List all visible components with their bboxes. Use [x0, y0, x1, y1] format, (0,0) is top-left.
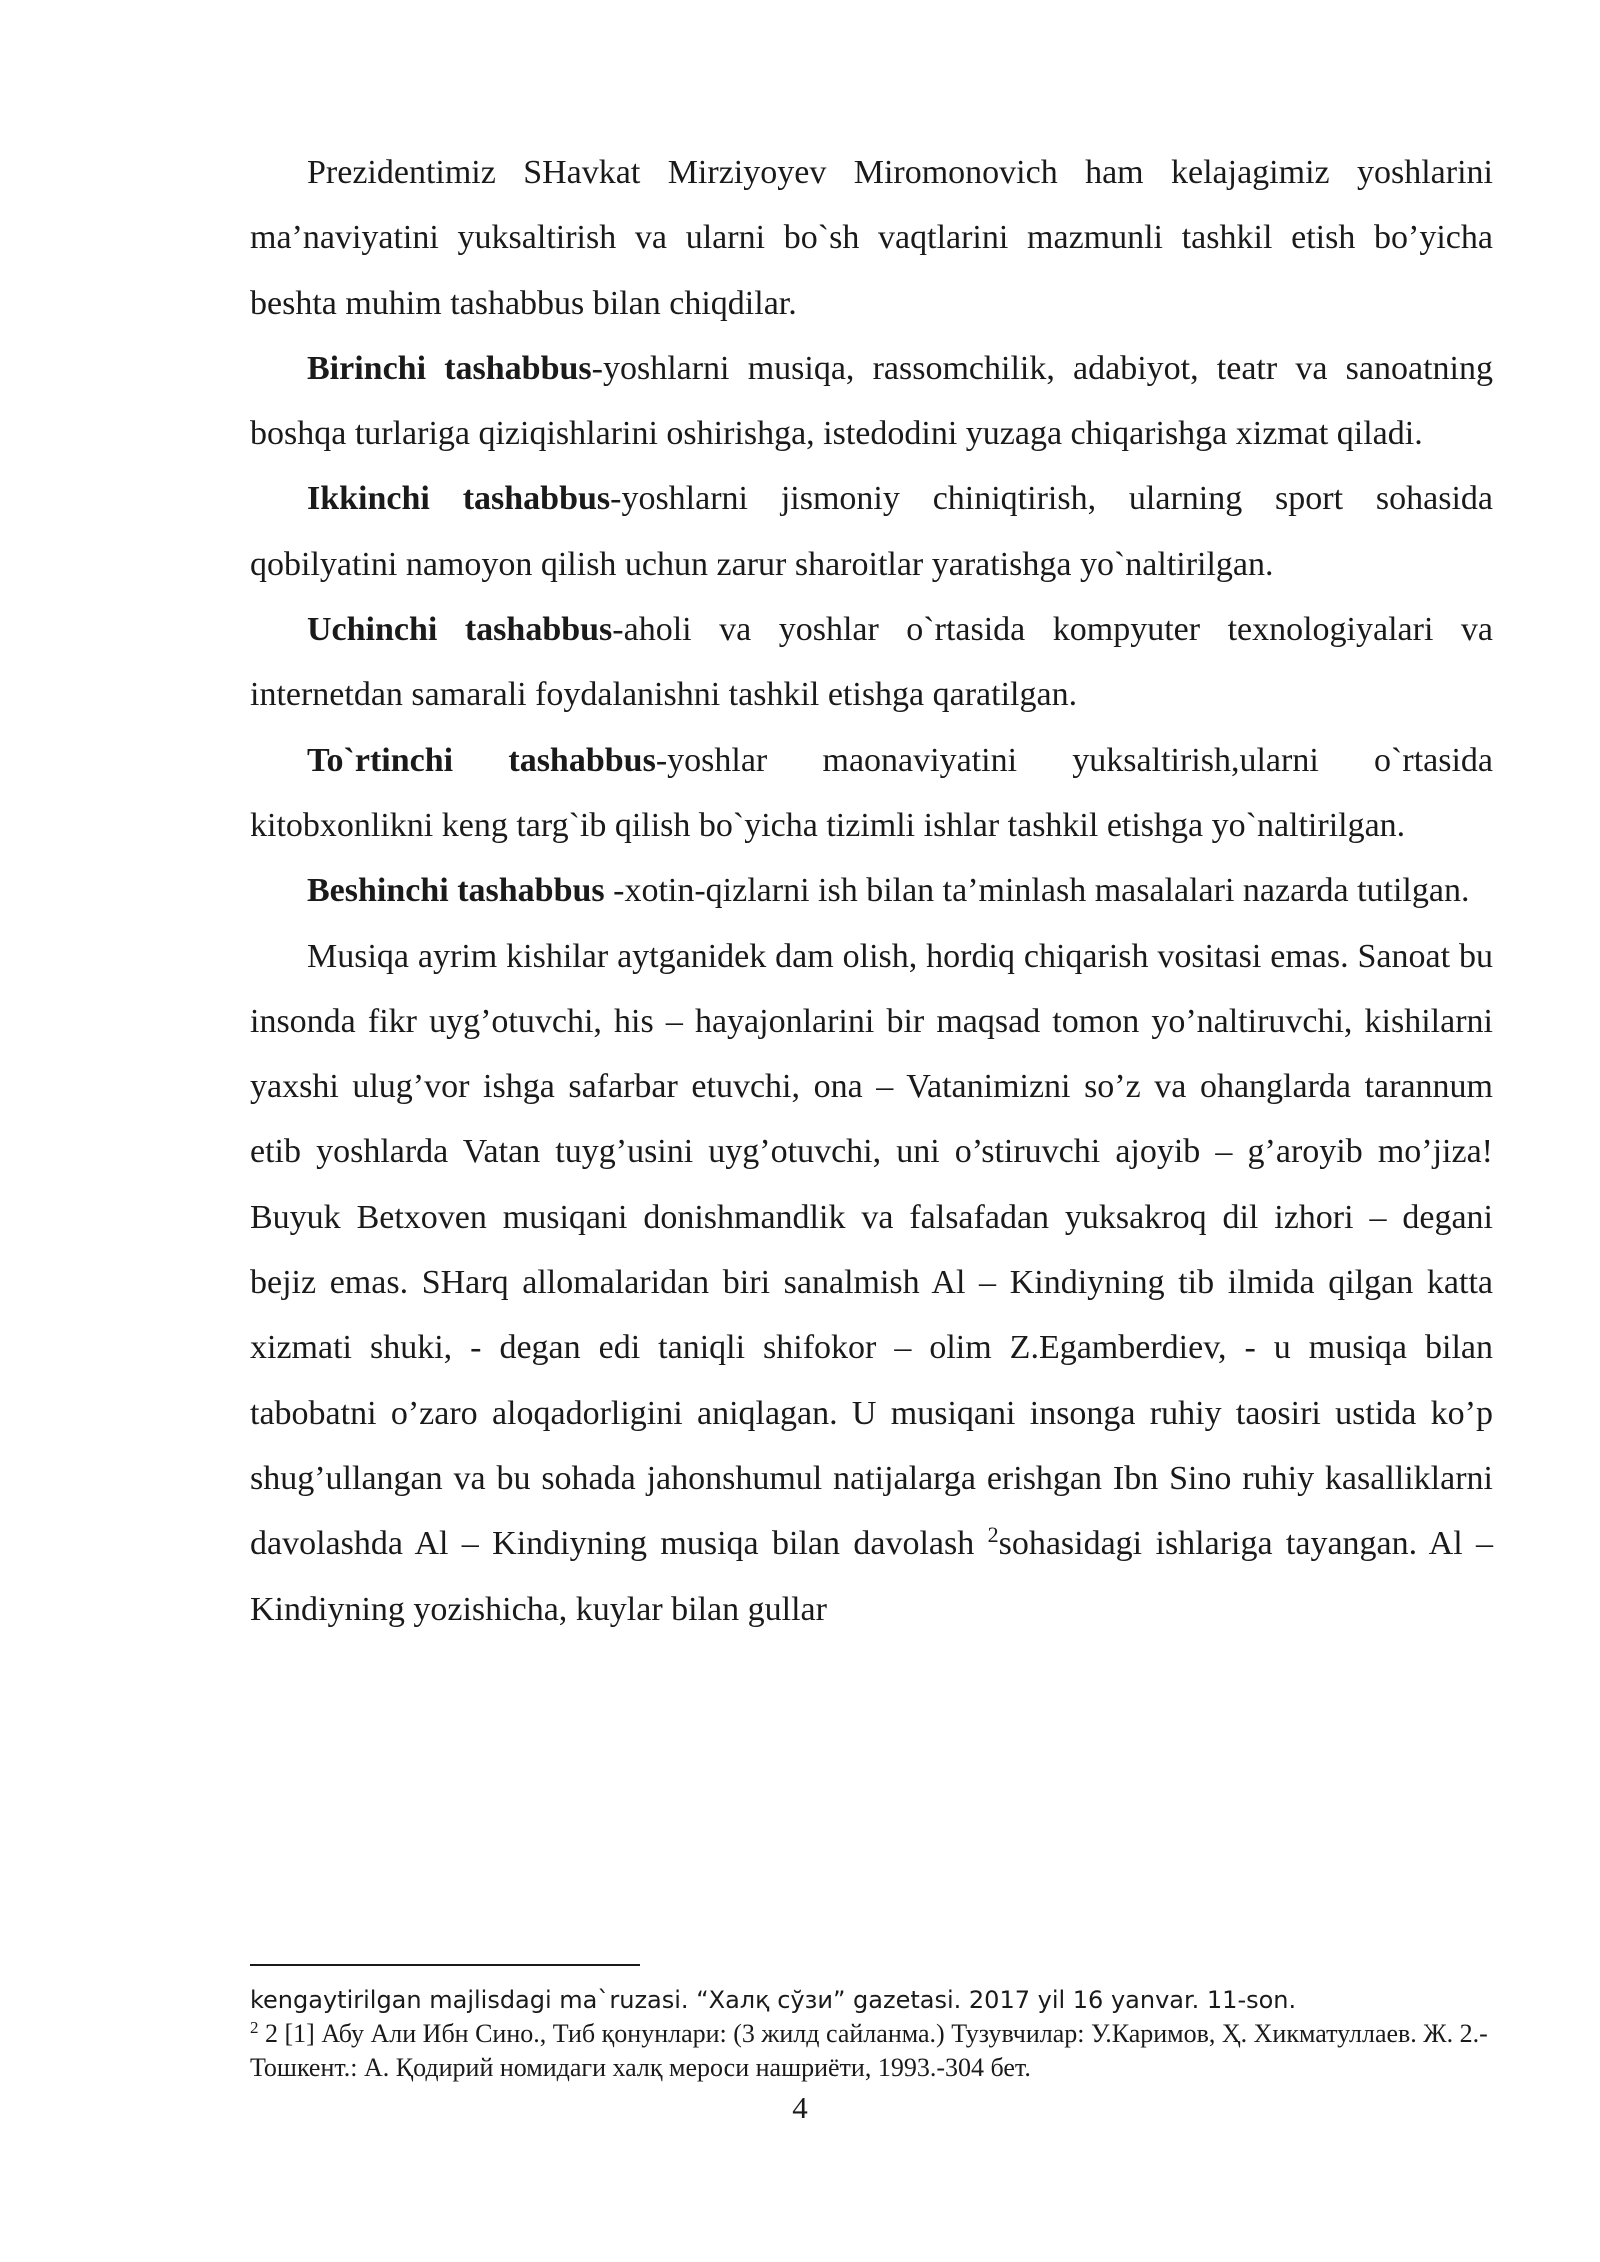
fourth-initiative-text: -yoshlar maonaviyatini yuksaltirish,ularni o`rtasida kitobxonlikni keng targ`ib qilish bo`yicha tizimli ishlar tashkil etishga yo`naltirilgan.: [250, 741, 1494, 844]
heading-fifth-initiative: Beshinchi tashabbus: [307, 872, 605, 910]
footnote-2-marker: 2: [250, 2018, 259, 2037]
paragraph-intro: [250, 140, 1493, 336]
footnote-reference-2: 2: [987, 1522, 999, 1548]
heading-second-initiative: Ikkinchi tashabbus: [307, 480, 611, 518]
paragraph-intro-text: Prezidentimiz SHavkat Mirziyoyev Miromonovich ham kelajagimiz yoshlarini ma’naviyatini yuksaltirish va ularni bo`sh vaqtlarini mazmunli tashkil etish bo’yicha beshta muhim tashabbus bilan chiqdilar.: [250, 154, 1493, 322]
paragraph-first-initiative: [250, 336, 1493, 467]
first-initiative-text: -yoshlarni musiqa, rassomchilik, adabiyot, teatr va sanoatning boshqa turlariga qiziqishlarini oshirishga, istedodini yuzaga chiqarishga xizmat qiladi.: [250, 349, 1493, 453]
paragraph-second-initiative: [250, 466, 1493, 597]
footnote-2-text: 2 [1] Абу Али Ибн Сино., Тиб қонунлари: (3 жилд сайланма.) Тузувчилар: У.Каримов, Ҳ. Хикматуллаев. Ж. 2.-Тошкент.: А. Қодирий номидаги халқ мероси нашриёти, 1993.-304 бет.: [250, 2019, 1488, 2082]
heading-third-initiative: Uchinchi tashabbus: [307, 611, 613, 649]
footnote-separator: [250, 1964, 640, 1966]
page-number: 4: [792, 2090, 808, 2125]
paragraph-third-initiative: [250, 597, 1493, 728]
paragraph-fourth-initiative: [250, 728, 1493, 859]
footnote-2: [250, 2017, 1493, 2085]
body-text: [250, 140, 1493, 1642]
heading-first-initiative: Birinchi tashabbus: [307, 349, 592, 387]
second-initiative-text: -yoshlarni jismoniy chiniqtirish, ularning sport sohasida qobilyatini namoyon qilish uchun zarur sharoitlar yaratishga yo`naltirilgan.: [250, 480, 1493, 583]
footnote-continuation: kengaytirilgan majlisdagi ma`ruzasi. “Халқ сўзи” gazetasi. 2017 yil 16 yanvar. 11-son.: [250, 1986, 1297, 2014]
heading-fourth-initiative: To`rtinchi tashabbus: [307, 741, 656, 779]
paragraph-fifth-initiative: [250, 858, 1493, 923]
music-paragraph-text: Musiqa ayrim kishilar aytganidek dam olish, hordiq chiqarish vositasi emas. Sanoat bu insonda fikr uyg’otuvchi, his – hayajonlarini bir maqsad tomon yo’naltiruvchi, kishilarni yaxshi ulug’vor ishga safarbar etuvchi, ona – Vatanimizni so’z va ohanglarda tarannum etib yoshlarda Vatan tuyg’usini uyg’otuvchi, uni o’stiruvchi ajoyib – g’aroyib mo’jiza! Buyuk Betxoven musiqani donishmandlik va falsafadan yuksakroq dil izhori – degani bejiz emas. SHarq allomalaridan biri sanalmish Al – Kindiyning tib ilmida qilgan katta xizmati shuki, - degan edi taniqli shifokor – olim Z.Egamberdiev, - u musiqa bilan tabobatni o’zaro aloqadorligini aniqlagan. U musiqani insonga ruhiy taosiri ustida ko’p shug’ullangan va bu sohada jahonshumul natijalarga erishgan Ibn Sino ruhiy kasalliklarni davolashda Al – Kindiyning musiqa bilan davolash: [250, 937, 1493, 1563]
fifth-initiative-text: -xotin-qizlarni ish bilan ta’minlash masalalari nazarda tutilgan.: [604, 872, 1470, 910]
footnotes: [250, 1983, 1493, 2085]
music-paragraph-end: sohasidagi ishlariga tayangan. Al – Kindiyning yozishicha, kuylar bilan gullar: [250, 1525, 1494, 1628]
paragraph-music: [250, 924, 1493, 1642]
third-initiative-text: -aholi va yoshlar o`rtasida kompyuter texnologiyalari va internetdan samarali foydalanishni tashkil etishga qaratilgan.: [250, 611, 1493, 714]
